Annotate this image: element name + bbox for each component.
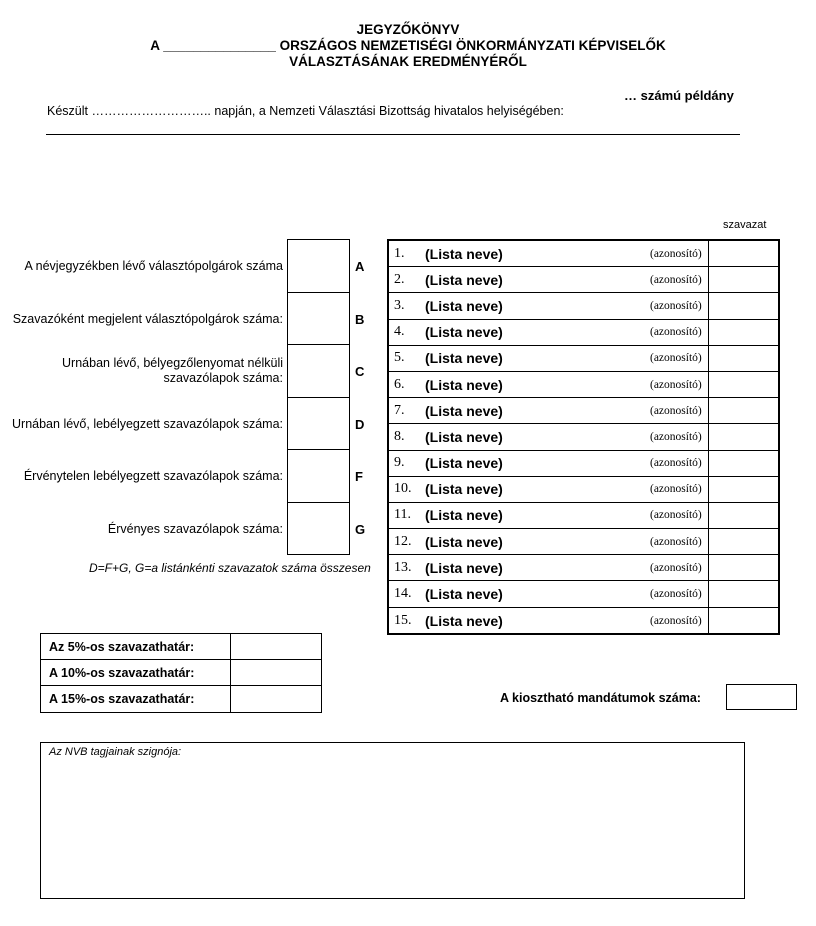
threshold-row: [41, 634, 321, 660]
list-identifier: (azonosító): [650, 299, 702, 312]
list-results-table: [387, 239, 780, 635]
row-letter-d: D: [355, 416, 365, 432]
list-name: (Lista neve): [425, 481, 503, 498]
vote-count-cell[interactable]: [708, 477, 780, 502]
list-number: 3.: [394, 297, 405, 313]
row-label-f: Érvénytelen lebélyegzett szavazólapok száma:: [23, 468, 283, 483]
threshold-row: [41, 660, 321, 686]
threshold-value-10[interactable]: [231, 660, 321, 685]
vote-count-cell[interactable]: [708, 372, 780, 397]
list-row: [389, 346, 778, 372]
row-letter-f: F: [355, 468, 363, 484]
list-row: [389, 293, 778, 319]
list-row: [389, 581, 778, 607]
list-name: (Lista neve): [425, 612, 503, 629]
list-number: 12.: [394, 533, 412, 549]
list-number: 1.: [394, 245, 405, 261]
row-label-d: Urnában lévő, lebélyegzett szavazólapok száma:: [12, 416, 283, 431]
vote-count-cell[interactable]: [708, 320, 780, 345]
entry-box-d[interactable]: [288, 398, 349, 451]
entry-box-f[interactable]: [288, 450, 349, 503]
list-name: (Lista neve): [425, 271, 503, 288]
copy-number: … számú példány: [624, 88, 734, 103]
list-identifier: (azonosító): [650, 430, 702, 443]
list-number: 10.: [394, 481, 412, 497]
list-number: 13.: [394, 559, 412, 575]
list-row: [389, 503, 778, 529]
threshold-label-15: A 15%-os szavazathatár:: [41, 686, 231, 712]
document-subtitle-line1: A _______________ ORSZÁGOS NEMZETISÉGI ÖNKORMÁNYZATI KÉPVISELŐK: [150, 38, 666, 53]
made-on-line: Készült ……………………….. napján, a Nemzeti Választási Bizottság hivatalos helyiségében:: [47, 104, 564, 118]
summary-entry-column: [287, 239, 350, 555]
formula-note: D=F+G, G=a listánkénti szavazatok száma összesen: [89, 561, 371, 575]
threshold-label-5: Az 5%-os szavazathatár:: [41, 634, 231, 659]
list-identifier: (azonosító): [650, 457, 702, 470]
vote-count-cell[interactable]: [708, 346, 780, 371]
row-label-c: Urnában lévő, bélyegzőlenyomat nélküli szavazólapok száma:: [62, 356, 283, 385]
threshold-value-5[interactable]: [231, 634, 321, 659]
list-identifier: (azonosító): [650, 509, 702, 522]
signature-label: Az NVB tagjainak szignója:: [49, 746, 182, 758]
list-row: [389, 398, 778, 424]
list-identifier: (azonosító): [650, 404, 702, 417]
list-number: 2.: [394, 271, 405, 287]
list-identifier: (azonosító): [650, 483, 702, 496]
row-label-b: Szavazóként megjelent választópolgárok száma:: [12, 311, 283, 326]
list-row: [389, 372, 778, 398]
list-name: (Lista neve): [425, 586, 503, 603]
row-letter-c: C: [355, 363, 365, 379]
entry-box-a[interactable]: [288, 240, 349, 293]
list-number: 11.: [394, 507, 411, 523]
votes-column-header: szavazat: [723, 219, 767, 231]
document-title: JEGYZŐKÖNYV: [356, 22, 460, 37]
list-identifier: (azonosító): [650, 535, 702, 548]
list-identifier: (azonosító): [650, 614, 702, 627]
list-identifier: (azonosító): [650, 273, 702, 286]
entry-box-g[interactable]: [288, 503, 349, 556]
row-letter-a: A: [355, 258, 365, 274]
list-row: [389, 477, 778, 503]
threshold-value-15[interactable]: [231, 686, 321, 712]
list-row: [389, 320, 778, 346]
list-name: (Lista neve): [425, 297, 503, 314]
vote-count-cell[interactable]: [708, 555, 780, 580]
row-letter-g: G: [355, 521, 366, 537]
list-row: [389, 555, 778, 581]
list-name: (Lista neve): [425, 507, 503, 524]
entry-box-b[interactable]: [288, 293, 349, 346]
list-number: 9.: [394, 455, 405, 471]
vote-count-cell[interactable]: [708, 451, 780, 476]
vote-count-cell[interactable]: [708, 424, 780, 449]
mandates-entry-box[interactable]: [726, 684, 797, 710]
vote-count-cell[interactable]: [708, 503, 780, 528]
list-row: [389, 529, 778, 555]
entry-box-c[interactable]: [288, 345, 349, 398]
list-identifier: (azonosító): [650, 561, 702, 574]
list-name: (Lista neve): [425, 376, 503, 393]
list-number: 6.: [394, 376, 405, 392]
threshold-row: [41, 686, 321, 712]
list-number: 7.: [394, 402, 405, 418]
list-identifier: (azonosító): [650, 378, 702, 391]
header-divider: [46, 134, 740, 135]
list-name: (Lista neve): [425, 350, 503, 367]
list-name: (Lista neve): [425, 455, 503, 472]
signature-box[interactable]: [40, 742, 745, 899]
vote-count-cell[interactable]: [708, 293, 780, 318]
document-subtitle-line2: VÁLASZTÁSÁNAK EREDMÉNYÉRŐL: [289, 54, 527, 69]
list-row: [389, 451, 778, 477]
list-row: [389, 424, 778, 450]
list-identifier: (azonosító): [650, 326, 702, 339]
vote-count-cell[interactable]: [708, 267, 780, 292]
list-number: 14.: [394, 586, 412, 602]
threshold-table: [40, 633, 322, 713]
list-row: [389, 241, 778, 267]
list-name: (Lista neve): [425, 245, 503, 262]
row-letter-b: B: [355, 311, 365, 327]
list-row: [389, 267, 778, 293]
list-name: (Lista neve): [425, 428, 503, 445]
list-name: (Lista neve): [425, 533, 503, 550]
list-number: 5.: [394, 350, 405, 366]
threshold-label-10: A 10%-os szavazathatár:: [41, 660, 231, 685]
vote-count-cell[interactable]: [708, 241, 780, 266]
list-name: (Lista neve): [425, 559, 503, 576]
list-number: 15.: [394, 612, 412, 628]
list-name: (Lista neve): [425, 402, 503, 419]
list-identifier: (azonosító): [650, 247, 702, 260]
list-number: 8.: [394, 428, 405, 444]
list-identifier: (azonosító): [650, 588, 702, 601]
row-label-a: A névjegyzékben lévő választópolgárok száma: [24, 258, 283, 273]
list-number: 4.: [394, 324, 405, 340]
mandates-label: A kiosztható mandátumok száma:: [500, 691, 701, 705]
list-identifier: (azonosító): [650, 352, 702, 365]
list-name: (Lista neve): [425, 324, 503, 341]
vote-count-cell[interactable]: [708, 581, 780, 606]
vote-count-cell[interactable]: [708, 608, 780, 634]
list-row: [389, 608, 778, 634]
row-label-g: Érvényes szavazólapok száma:: [107, 521, 283, 536]
vote-count-cell[interactable]: [708, 529, 780, 554]
vote-count-cell[interactable]: [708, 398, 780, 423]
